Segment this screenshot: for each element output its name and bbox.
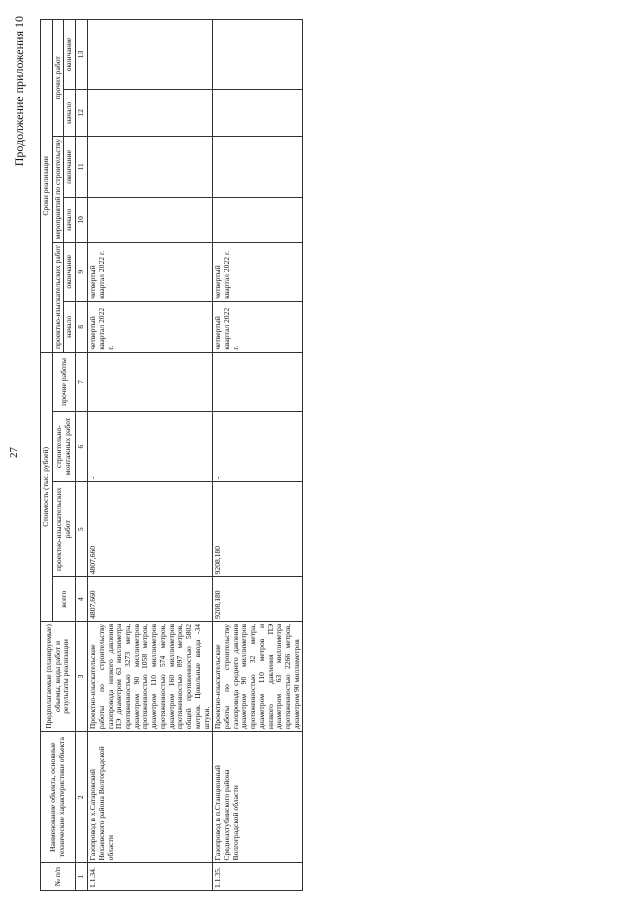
header-other-cost: прочие работы <box>52 352 75 411</box>
column-number: 8 <box>76 301 88 352</box>
design-start: четвертый квартал 2022 г. <box>213 301 303 352</box>
cost-total: 9208,180 <box>213 577 303 622</box>
cost-design: 4807,660 <box>88 482 213 577</box>
header-works: Предполагаемые (планируемые) объемы, виды работ и результаты реализации <box>41 621 76 731</box>
header-no: № п/п <box>41 863 76 891</box>
header-start: начало <box>64 301 76 352</box>
column-number: 13 <box>76 20 88 90</box>
row-number: 1.1.35. <box>213 863 303 891</box>
construction-end <box>213 136 303 197</box>
works-description: Проектно-изыскательские работы по строительству газопровода среднего давления диаметром 90 миллиметров протяженностью 32 метра, диаметром 110 метров и низкого давления ПЭ диаметром 63 миллиметра протяженностью 2266 метров, диаметром 90 миллиметров <box>213 621 303 731</box>
other-end <box>88 20 213 90</box>
header-end: окончание <box>64 136 76 197</box>
cost-total: 4807,660 <box>88 577 213 622</box>
header-start: начало <box>64 198 76 243</box>
construction-start <box>88 198 213 243</box>
header-design-cost: проектно-изыскательских работ <box>52 482 75 577</box>
header-start: начало <box>64 90 76 137</box>
design-end: четвертый квартал 2022 г. <box>213 242 303 301</box>
row-number: 1.1.34. <box>88 863 213 891</box>
cost-other <box>88 352 213 411</box>
construction-end <box>88 136 213 197</box>
object-name: Газопровод в п.Станционный Среднеахтубинского района Волгоградской области <box>213 732 303 863</box>
design-end: четвертый квартал 2022 г. <box>88 242 213 301</box>
cost-other <box>213 352 303 411</box>
continuation-label: Продолжение приложения 10 <box>12 16 26 167</box>
construction-start <box>213 198 303 243</box>
header-timing: Сроки реализации <box>41 20 53 353</box>
cost-construction: - <box>213 412 303 482</box>
header-design-timing: проектно-изыскательских работ <box>52 242 64 352</box>
header-cost: Стоимость (тыс. рублей) <box>41 352 53 621</box>
design-start: четвертый квартал 2022 г. <box>88 301 213 352</box>
column-number: 5 <box>76 482 88 577</box>
other-end <box>213 20 303 90</box>
column-number: 3 <box>76 621 88 731</box>
column-number: 7 <box>76 352 88 411</box>
column-number: 1 <box>76 863 88 891</box>
header-construction-cost: строительно-монтажных работ <box>52 412 75 482</box>
table-row <box>88 20 213 891</box>
header-end: окончание <box>64 20 76 90</box>
header-total: всего <box>52 577 75 622</box>
column-number: 4 <box>76 577 88 622</box>
other-start <box>213 90 303 137</box>
cost-construction: - <box>88 412 213 482</box>
column-number: 9 <box>76 242 88 301</box>
column-number: 2 <box>76 732 88 863</box>
column-number: 10 <box>76 198 88 243</box>
object-name: Газопровод в х.Сатаровский Нехаевского района Волгоградской области <box>88 732 213 863</box>
works-description: Проектно-изыскательские работы по строительству газопровода низкого давления ПЭ диаметром 63 миллиметра протяженностью 3273 метра, диаметром 90 миллиметров протяженностью 1058 метров, диаметром 110 миллиметров протяженностью 574 метров, диаметром 160 миллиметров протяженностью 897 метров, общей протяженностью 5802 метров. Цокольные ввода -34 штуки. <box>88 621 213 731</box>
other-start <box>88 90 213 137</box>
column-number: 12 <box>76 90 88 137</box>
table-row <box>213 20 303 891</box>
header-construction-timing: мероприятий по строительству <box>52 136 64 242</box>
schedule-table <box>40 19 303 891</box>
column-number: 11 <box>76 136 88 197</box>
page-number: 27 <box>8 447 20 458</box>
header-end: окончание <box>64 242 76 301</box>
cost-design: 9208,180 <box>213 482 303 577</box>
column-number: 6 <box>76 412 88 482</box>
header-other-timing: прочих работ <box>52 20 64 137</box>
header-object-name: Наименование объекта, основные технические характеристики объекта <box>41 732 76 863</box>
